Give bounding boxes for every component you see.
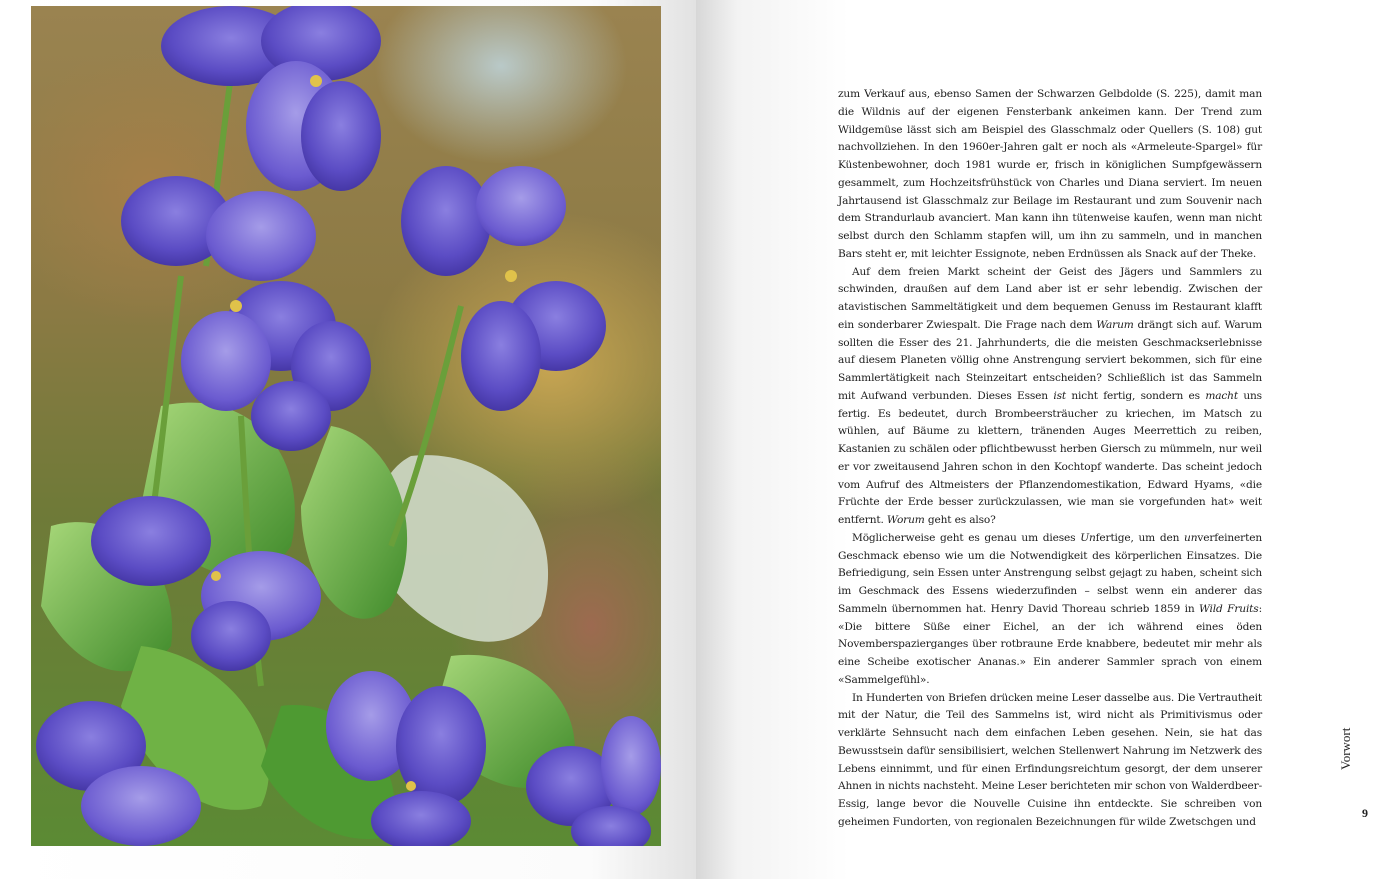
italic-run: un: [1184, 531, 1198, 544]
page-number: 9: [1362, 806, 1368, 820]
violet-flowers-photo: [31, 6, 661, 846]
italic-run: macht: [1205, 389, 1238, 402]
paragraph-4: In Hunderten von Briefen drücken meine Leser dasselbe aus. Die Vertrautheit mit der Natur, die Teil des Sammelns ist, wird nicht als Primitivismus oder verklärte Sehnsucht nach dem einfachen Leben gesehen. Nein, sie hat das Bewusstsein dafür sensibilisiert, welchen Stellenwert Nahrung im Netzwerk des Lebens einnimmt, und für einen Erfindungsreichtum gesorgt, der dem unserer Ahnen in nichts nachsteht. Meine Leser berichteten mir schon von Walderdbeer-Essig, lange bevor die Nouvelle Cuisine ihn entdeckte. Sie schreiben von geheimen Fundorten, von regionalen Bezeichnungen für wilde Zwetschgen und: [838, 691, 1262, 828]
italic-run: Wild Fruits: [1199, 602, 1259, 615]
text-run: Auf dem freien Markt scheint der Geist des Jägers und Sammlers zu schwinden, draußen auf dem Land aber ist er sehr lebendig. Zwischen der atavistischen Sammeltätigkeit und dem bequemen Genuss im Restaurant klafft ein sonderbarer Zwiespalt. Die Frage nach dem: [838, 265, 1262, 331]
body-text: [838, 86, 1262, 832]
text-run: uns fertig. Es bedeutet, durch Brombeersträucher zu kriechen, im Matsch zu wühlen, auf Bäume zu klettern, tränenden Auges Meerrettich zu reiben, Kastanien zu schälen oder pflichtbewusst herben Giersch zu mümmeln, nur weil er vor zweitausend Jahren schon in den Kochtopf wanderte. Das scheint jedoch vom Aufruf des Altmeisters der Pflanzendomestikation, Edward Hyams, «die Früchte der Erde besser zurückzulassen, wie man sie vorgefunden hat» weit entfernt.: [838, 389, 1262, 526]
text-run: : «Die bittere Süße einer Eichel, an der ich während eines öden Novemberspazierganges über rotbraune Erde knabbere, bedeutet mir mehr als eine Scheibe exotischer Ananas.» Ein anderer Sammler sprach von einem «Sammelgefühl».: [838, 602, 1262, 686]
text-run: fertige, um den: [1095, 531, 1185, 544]
paragraph-2: [838, 264, 1262, 530]
running-head: Vorwort: [1338, 727, 1353, 770]
text-run: nicht fertig, sondern es: [1065, 389, 1206, 402]
italic-run: Worum: [886, 514, 925, 526]
text-run: drängt sich auf. Warum sollten die Esser des 21. Jahrhunderts, die die meisten Geschmackserlebnisse auf diesem Planeten völlig ohne Anstrengung serviert bekommen, sich für eine Sammlertätigkeit nach Steinzeitart entscheiden? Schließlich ist das Sammeln mit Aufwand verbunden. Dieses Essen: [838, 318, 1262, 402]
italic-run: ist: [1053, 389, 1066, 402]
paragraph-1: zum Verkauf aus, ebenso Samen der Schwarzen Gelbdolde (S. 225), damit man die Wildnis auf der eigenen Fensterbank ankeimen kann. Der Trend zum Wildgemüse lässt sich am Beispiel des Glasschmalz oder Quellers (S. 108) gut nachvollziehen. In den 1960er-Jahren galt er noch als «Armeleute-Spargel» für Küstenbewohner, doch 1981 wurde er, frisch in königlichen Sumpfgewässern gesammelt, zum Hochzeitsfrühstück von Charles und Diana serviert. Im neuen Jahrtausend ist Glasschmalz zur Beilage im Restaurant und zum Souvenir nach dem Strandurlaub avanciert. Man kann ihn tütenweise kaufen, wenn man nicht selbst durch den Schlamm stapfen will, um ihn zu sammeln, und in manchen Bars steht er, mit leichter Essignote, neben Erdnüssen als Snack auf der Theke.: [838, 88, 1262, 260]
paragraph-3: [838, 530, 1262, 690]
italic-run: Warum: [1096, 318, 1134, 331]
text-run: Möglicherweise geht es genau um dieses: [852, 531, 1081, 544]
text-run: verfeinerten Geschmack ebenso wie um die Notwendigkeit des körperlichen Einsatzes. Die Befriedigung, sein Essen unter Anstrengung selbst gejagt zu haben, scheint sich im Geschmack des Essens wiederzufinden – selbst wenn ein anderer das Sammeln übernommen hat. Henry David Thoreau schrieb 1859 in: [838, 531, 1262, 615]
text-run: geht es also?: [924, 514, 996, 526]
flower-illustration: [31, 6, 661, 846]
italic-run: Un: [1080, 531, 1096, 544]
